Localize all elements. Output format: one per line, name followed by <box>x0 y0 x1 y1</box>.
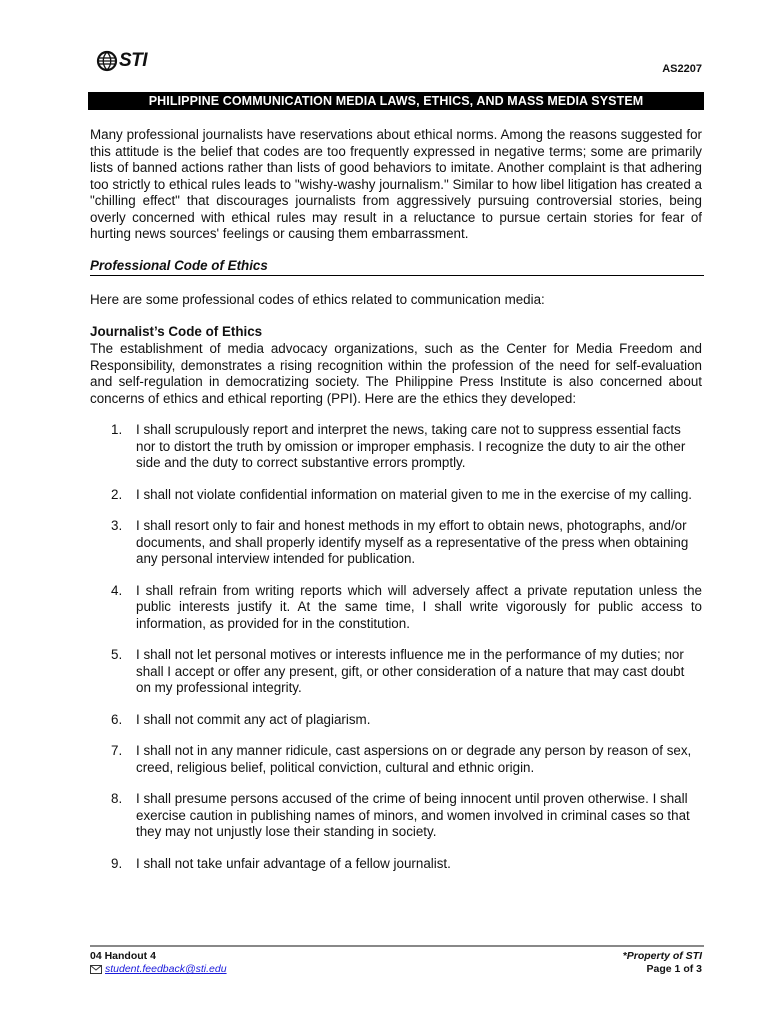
list-item <box>105 791 702 841</box>
list-item-text: I shall not commit any act of plagiarism. <box>136 711 371 727</box>
sti-logo <box>96 49 147 73</box>
email-row <box>90 963 227 975</box>
list-item-text: I shall refrain from writing reports which will adversely affect a private reputation unless the public interests justify it. At the same time, I shall write vigorously for public access to information, as provided for in the constitution. <box>136 582 702 631</box>
document-title: PHILIPPINE COMMUNICATION MEDIA LAWS, ETHICS, AND MASS MEDIA SYSTEM <box>88 92 704 110</box>
email-link[interactable]: student.feedback@sti.edu <box>105 963 227 975</box>
subsection-heading: Journalist’s Code of Ethics <box>90 324 263 339</box>
section-heading: Professional Code of Ethics <box>90 258 704 276</box>
list-item-text: I shall not let personal motives or interests influence me in the performance of my duties; nor shall I accept or offer any present, gift, or other consideration of a nature that may cast doubt on my professional integrity. <box>136 647 685 695</box>
list-item <box>105 856 702 873</box>
list-item-number: 4. <box>111 582 123 598</box>
subsection-paragraph: The establishment of media advocacy organizations, such as the Center for Media Freedom and Responsibility, demonstrates a rising recognition within the profession of the need for self-evaluation and self-regulation in democratizing society. The Philippine Press Institute is also concerned about concerns of ethics and ethical reporting (PPI). Here are the ethics they developed: <box>90 341 702 406</box>
list-item-text: I shall scrupulously report and interpret the news, taking care not to suppress essential facts nor to distort the truth by omission or improper emphasis. I recognize the duty to air the other side and the duty to correct substantive errors promptly. <box>136 422 686 470</box>
list-item-number: 5. <box>111 647 123 662</box>
list-item-number: 8. <box>111 791 123 806</box>
list-item <box>105 422 702 472</box>
list-item <box>105 647 702 697</box>
list-item-number: 9. <box>111 855 123 871</box>
list-item <box>105 487 702 504</box>
page-number: Page 1 of 3 <box>646 963 702 975</box>
list-item <box>105 583 702 633</box>
list-item-number: 7. <box>111 743 123 758</box>
list-item <box>105 743 702 776</box>
list-item-number: 6. <box>111 711 123 727</box>
list-item-text: I shall resort only to fair and honest methods in my effort to obtain news, photographs, and/or documents, and shall properly identify myself as a representative of the press when obtaining any personal interview intended for publication. <box>136 518 689 566</box>
list-item <box>105 518 702 568</box>
list-item-text: I shall not violate confidential information on material given to me in the exercise of my calling. <box>136 486 692 502</box>
handout-label: 04 Handout 4 <box>90 950 156 962</box>
footer-divider <box>90 945 704 947</box>
list-item-number: 1. <box>111 422 123 437</box>
list-item-text: I shall not take unfair advantage of a fellow journalist. <box>136 855 451 871</box>
list-item-text: I shall presume persons accused of the crime of being innocent until proven otherwise. I shall exercise caution in publishing names of minors, and women involved in criminal cases so that they may not unjustly lose their standing in society. <box>136 791 690 839</box>
list-item <box>105 712 702 729</box>
list-item-number: 3. <box>111 518 123 533</box>
intro-paragraph: Many professional journalists have reservations about ethical norms. Among the reasons suggested for this attitude is the belief that codes are too frequently expressed in negative terms; some are primarily lists of banned actions rather than lists of good behaviors to imitate. Another complaint is that adhering too strictly to ethical rules leads to "wishy-washy journalism." Similar to how libel litigation has created a "chilling effect" that discourages journalists from aggressively pursuing controversial stories, being overly concerned with ethical rules may result in a reluctance to pursue certain stories for fear of hurting news sources' feelings or causing them embarrassment. <box>90 127 702 241</box>
list-item-text: I shall not in any manner ridicule, cast aspersions on or degrade any person by reason of sex, creed, religious belief, political conviction, cultural and ethnic origin. <box>136 743 692 775</box>
ethics-list <box>105 422 702 887</box>
list-item-number: 2. <box>111 486 123 502</box>
mail-icon <box>90 965 102 974</box>
logo-text: STI <box>119 50 148 71</box>
sti-logo-icon <box>96 50 118 72</box>
property-notice: *Property of STI <box>622 950 702 962</box>
document-code: AS2207 <box>662 63 702 75</box>
section-intro: Here are some professional codes of ethics related to communication media: <box>90 292 545 307</box>
